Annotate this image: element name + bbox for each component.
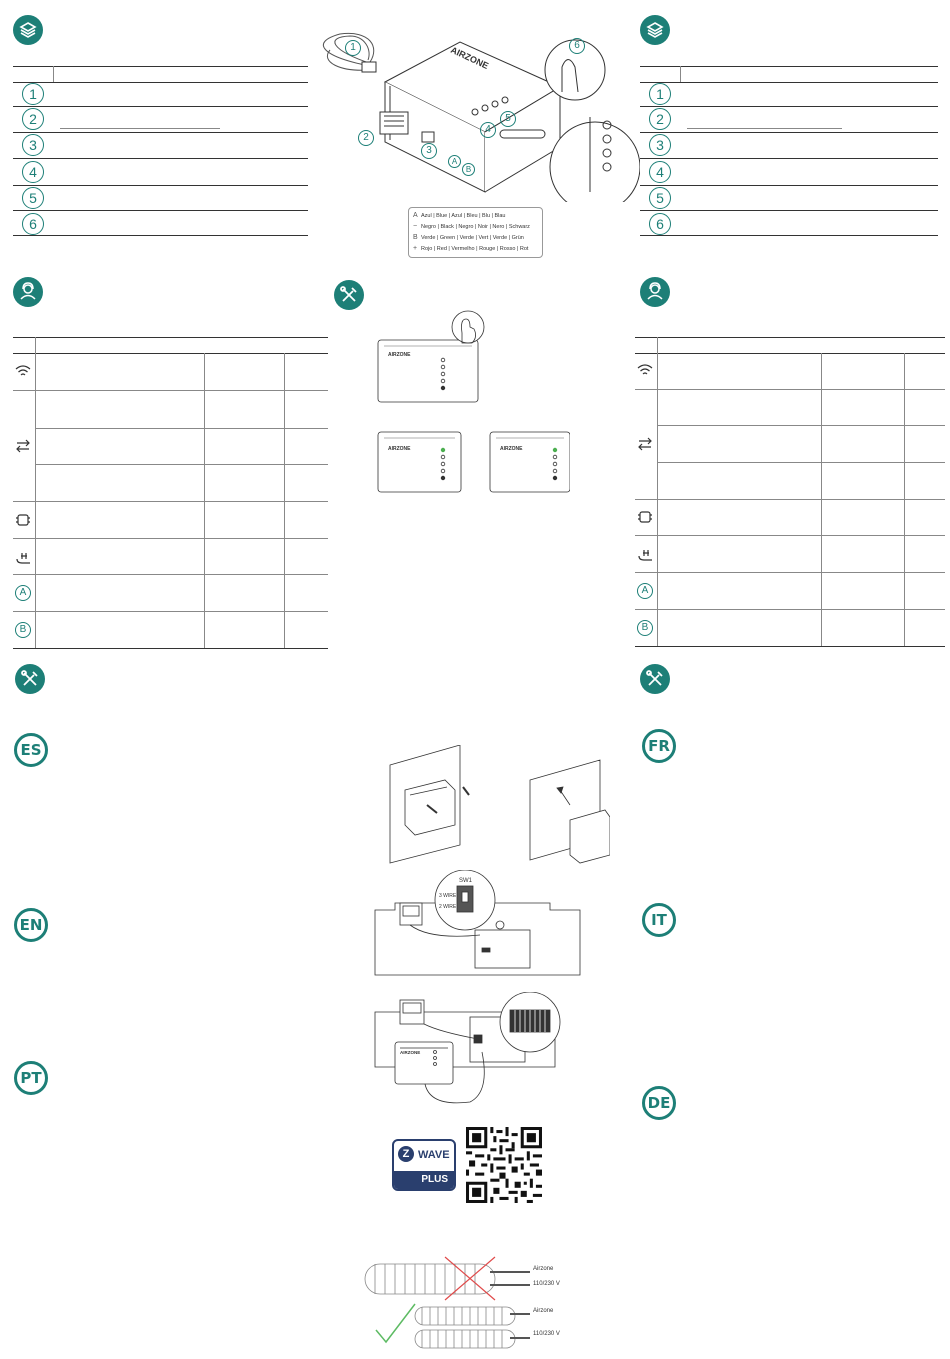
language-it: IT — [642, 903, 676, 937]
port-b-label: B — [15, 622, 31, 638]
brand-logo: AIRZONE — [449, 44, 491, 71]
qr-code — [466, 1127, 542, 1203]
diagram-callout-6: 6 — [569, 38, 585, 54]
callout-3: 3 — [649, 134, 671, 156]
diagram-callout-2: 2 — [358, 130, 374, 146]
diagram-callout-a: A — [448, 155, 461, 168]
chip-icon — [636, 509, 654, 525]
language-es: ES — [14, 733, 48, 767]
language-pt: PT — [14, 1061, 48, 1095]
chip-icon — [14, 512, 32, 528]
brand-logo: AIRZONE — [388, 352, 411, 358]
language-en: EN — [14, 908, 48, 942]
sw1-diagram — [370, 870, 585, 978]
cable-label-voltage-2: 110/230 V — [533, 1331, 560, 1337]
callout-2: 2 — [22, 108, 44, 130]
callout-3: 3 — [22, 134, 44, 156]
transfer-icon — [14, 438, 32, 454]
port-a-label: A — [15, 585, 31, 601]
callout-1: 1 — [649, 83, 671, 105]
zwave-z-mark: Z — [398, 1146, 414, 1162]
user-support-icon — [13, 277, 43, 307]
diagram-callout-4: 4 — [480, 122, 496, 138]
wifi-icon — [14, 363, 32, 379]
sw1-2wire-label: 2 WIRE — [439, 904, 457, 910]
callout-5: 5 — [649, 187, 671, 209]
tools-icon — [640, 664, 670, 694]
zwave-plus-text: PLUS — [394, 1171, 454, 1189]
port-a-label: A — [637, 583, 653, 599]
sw1-3wire-label: 3 WIRE — [439, 893, 457, 899]
callout-4: 4 — [649, 161, 671, 183]
wifi-icon — [636, 362, 654, 378]
plug-icon — [14, 549, 32, 565]
layers-icon — [640, 15, 670, 45]
wall-mount-diagram — [385, 745, 610, 865]
language-de: DE — [642, 1086, 676, 1120]
callout-6: 6 — [649, 213, 671, 235]
sw1-title: SW1 — [459, 878, 473, 884]
brand-logo: AIRZONE — [400, 1050, 421, 1055]
port-b-label: B — [637, 620, 653, 636]
cable-separation-diagram — [360, 1252, 530, 1352]
tools-icon — [15, 664, 45, 694]
layers-icon — [13, 15, 43, 45]
diagram-callout-5: 5 — [500, 111, 516, 127]
callout-6: 6 — [22, 213, 44, 235]
transfer-icon — [636, 436, 654, 452]
user-support-icon — [640, 277, 670, 307]
diagram-callout-3: 3 — [421, 143, 437, 159]
callout-2: 2 — [649, 108, 671, 130]
zwave-wave-text: WAVE — [418, 1149, 450, 1161]
callout-1: 1 — [22, 83, 44, 105]
wire-legend: A Azul | Blue | Azul | Bleu | Blu | Blau − Negro | Black | Negro | Noir | Nero | Schwarz B Verde | Green | Verde | Vert | Verde | Grün + Rojo | Red | Vermelho | Rouge | Rosso | Rot — [408, 207, 543, 258]
callout-5: 5 — [22, 187, 44, 209]
cable-label-airzone-1: Airzone — [533, 1266, 554, 1272]
cable-label-voltage-1: 110/230 V — [533, 1281, 560, 1287]
diagram-callout-b: B — [462, 163, 475, 176]
tools-icon — [334, 280, 364, 310]
diagram-callout-1: 1 — [345, 40, 361, 56]
zwave-plus-logo — [392, 1139, 456, 1191]
device-front-diagrams — [370, 305, 570, 500]
brand-logo: AIRZONE — [500, 446, 523, 452]
cable-label-airzone-2: Airzone — [533, 1308, 554, 1314]
language-fr: FR — [642, 729, 676, 763]
plug-icon — [636, 546, 654, 562]
callout-4: 4 — [22, 161, 44, 183]
brand-logo: AIRZONE — [388, 446, 411, 452]
